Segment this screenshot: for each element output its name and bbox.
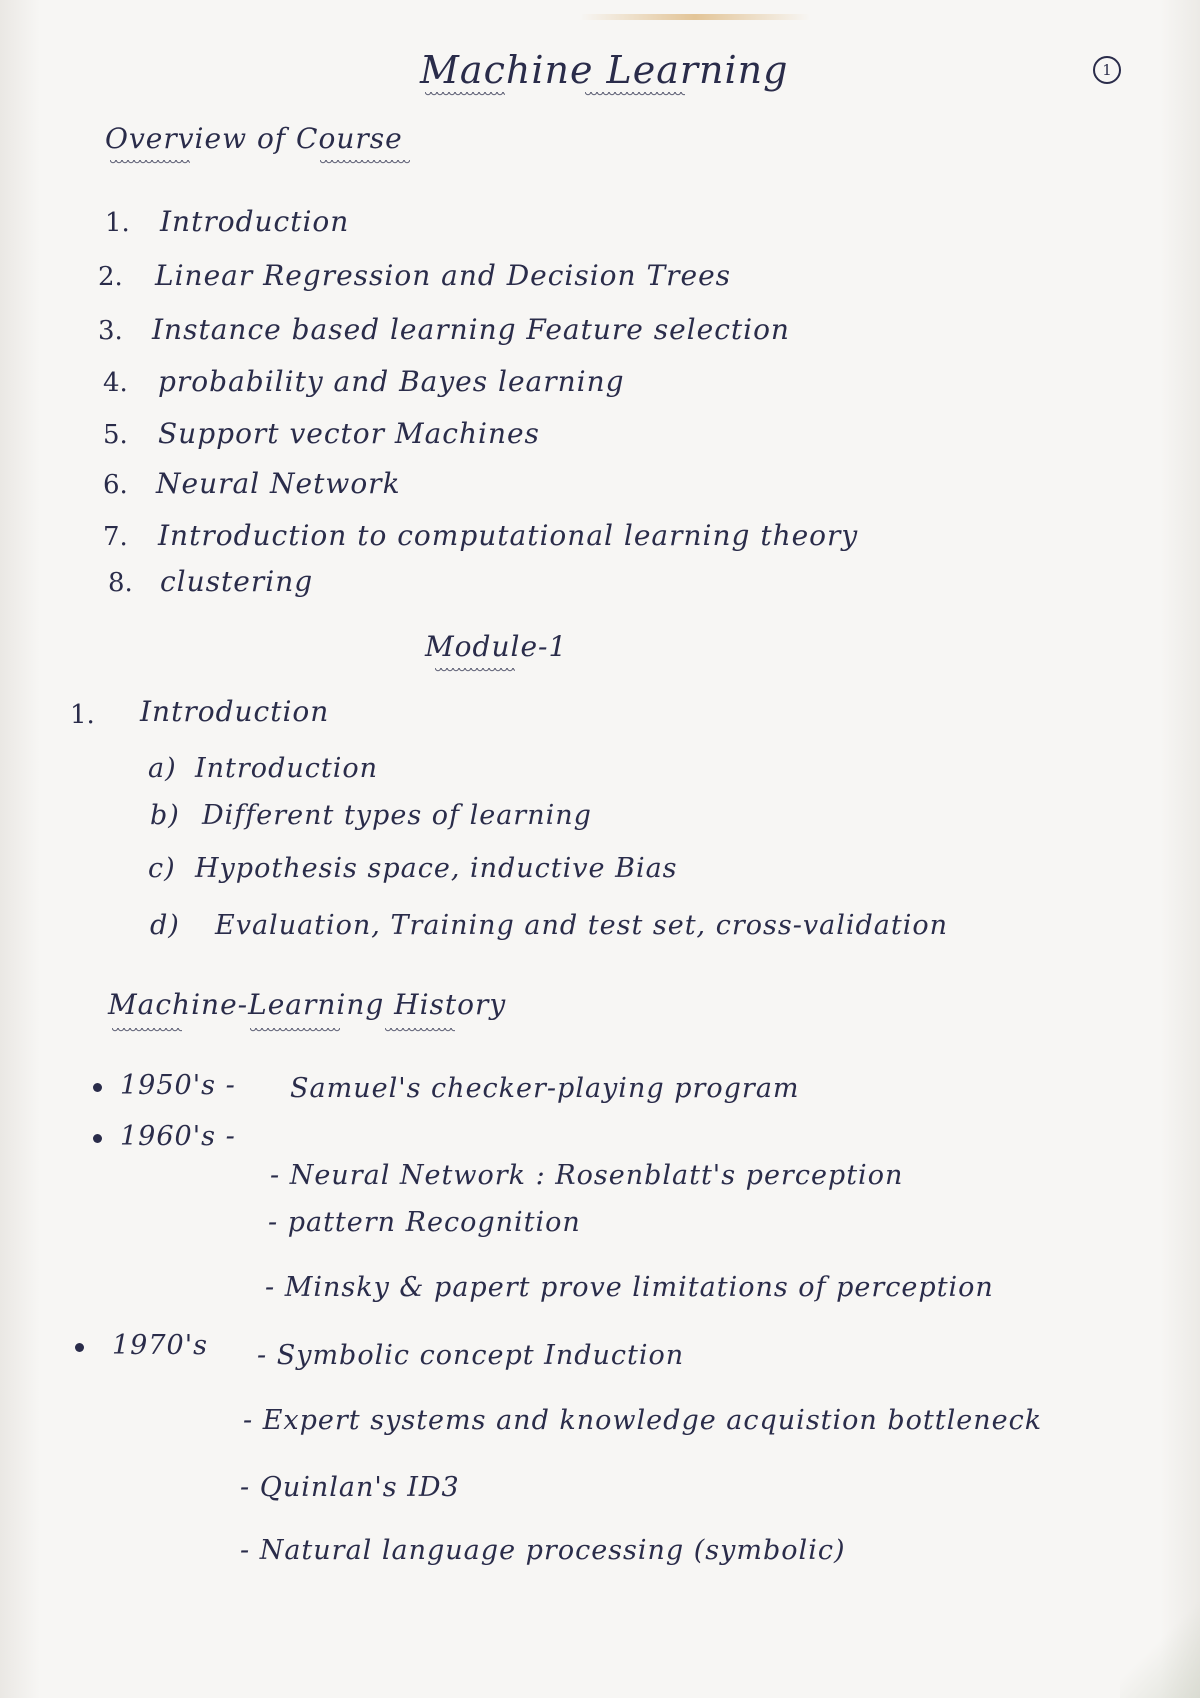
- bullet-icon: [93, 1083, 102, 1092]
- title-underline: [425, 92, 505, 98]
- subitem-text: Introduction: [195, 753, 378, 784]
- page-title: Machine Learning: [420, 48, 789, 92]
- title-underline: [585, 92, 685, 98]
- page-number: 1: [1093, 56, 1121, 84]
- heading-underline: [110, 160, 190, 166]
- subitem-label: c): [148, 853, 176, 884]
- section-title: Introduction: [140, 695, 330, 728]
- era-label: 1960's -: [120, 1121, 236, 1152]
- module-heading: Module-1: [425, 630, 568, 663]
- era-item: - Neural Network : Rosenblatt's perception: [270, 1160, 904, 1191]
- heading-underline: [250, 1028, 340, 1034]
- subitem-label: a): [148, 753, 177, 784]
- subitem-text: Evaluation, Training and test set, cross-validation: [215, 910, 948, 941]
- subitem-text: Different types of learning: [202, 800, 592, 831]
- list-item: Instance based learning Feature selection: [152, 313, 790, 346]
- list-item: probability and Bayes learning: [158, 365, 625, 398]
- era-item: - Natural language processing (symbolic): [240, 1535, 846, 1566]
- bullet-icon: [75, 1343, 84, 1352]
- list-number: 8.: [108, 568, 133, 598]
- era-item: - pattern Recognition: [268, 1207, 581, 1238]
- list-number: 7.: [103, 522, 128, 552]
- subitem-label: b): [150, 800, 180, 831]
- list-number: 1.: [105, 208, 130, 238]
- list-number: 6.: [103, 470, 128, 500]
- heading-underline: [385, 1028, 455, 1034]
- era-item: Samuel's checker-playing program: [290, 1073, 800, 1104]
- bullet-icon: [93, 1134, 102, 1143]
- overview-heading: Overview of Course: [105, 122, 403, 155]
- era-item: - Symbolic concept Induction: [257, 1340, 685, 1371]
- history-heading: Machine-Learning History: [108, 988, 507, 1021]
- list-item: Linear Regression and Decision Trees: [155, 259, 732, 292]
- list-number: 2.: [98, 262, 123, 292]
- era-item: - Minsky & papert prove limitations of perception: [265, 1272, 994, 1303]
- list-item: Introduction to computational learning theory: [158, 519, 859, 552]
- list-number: 4.: [103, 368, 128, 398]
- page-corner-wear: [1120, 1558, 1200, 1698]
- list-item: Support vector Machines: [158, 417, 540, 450]
- heading-underline: [112, 1028, 182, 1034]
- list-item: Neural Network: [156, 467, 401, 500]
- era-label: 1970's: [112, 1330, 208, 1361]
- tape-strip: [580, 14, 810, 20]
- section-number: 1.: [70, 700, 95, 730]
- heading-underline: [320, 160, 410, 166]
- subitem-text: Hypothesis space, inductive Bias: [195, 853, 678, 884]
- subitem-label: d): [150, 910, 180, 941]
- heading-underline: [435, 668, 515, 674]
- era-item: - Quinlan's ID3: [240, 1472, 460, 1503]
- list-number: 3.: [98, 316, 123, 346]
- era-item: - Expert systems and knowledge acquistion bottleneck: [243, 1405, 1043, 1436]
- era-label: 1950's -: [120, 1070, 236, 1101]
- list-number: 5.: [103, 420, 128, 450]
- list-item: Introduction: [160, 205, 350, 238]
- list-item: clustering: [160, 565, 314, 598]
